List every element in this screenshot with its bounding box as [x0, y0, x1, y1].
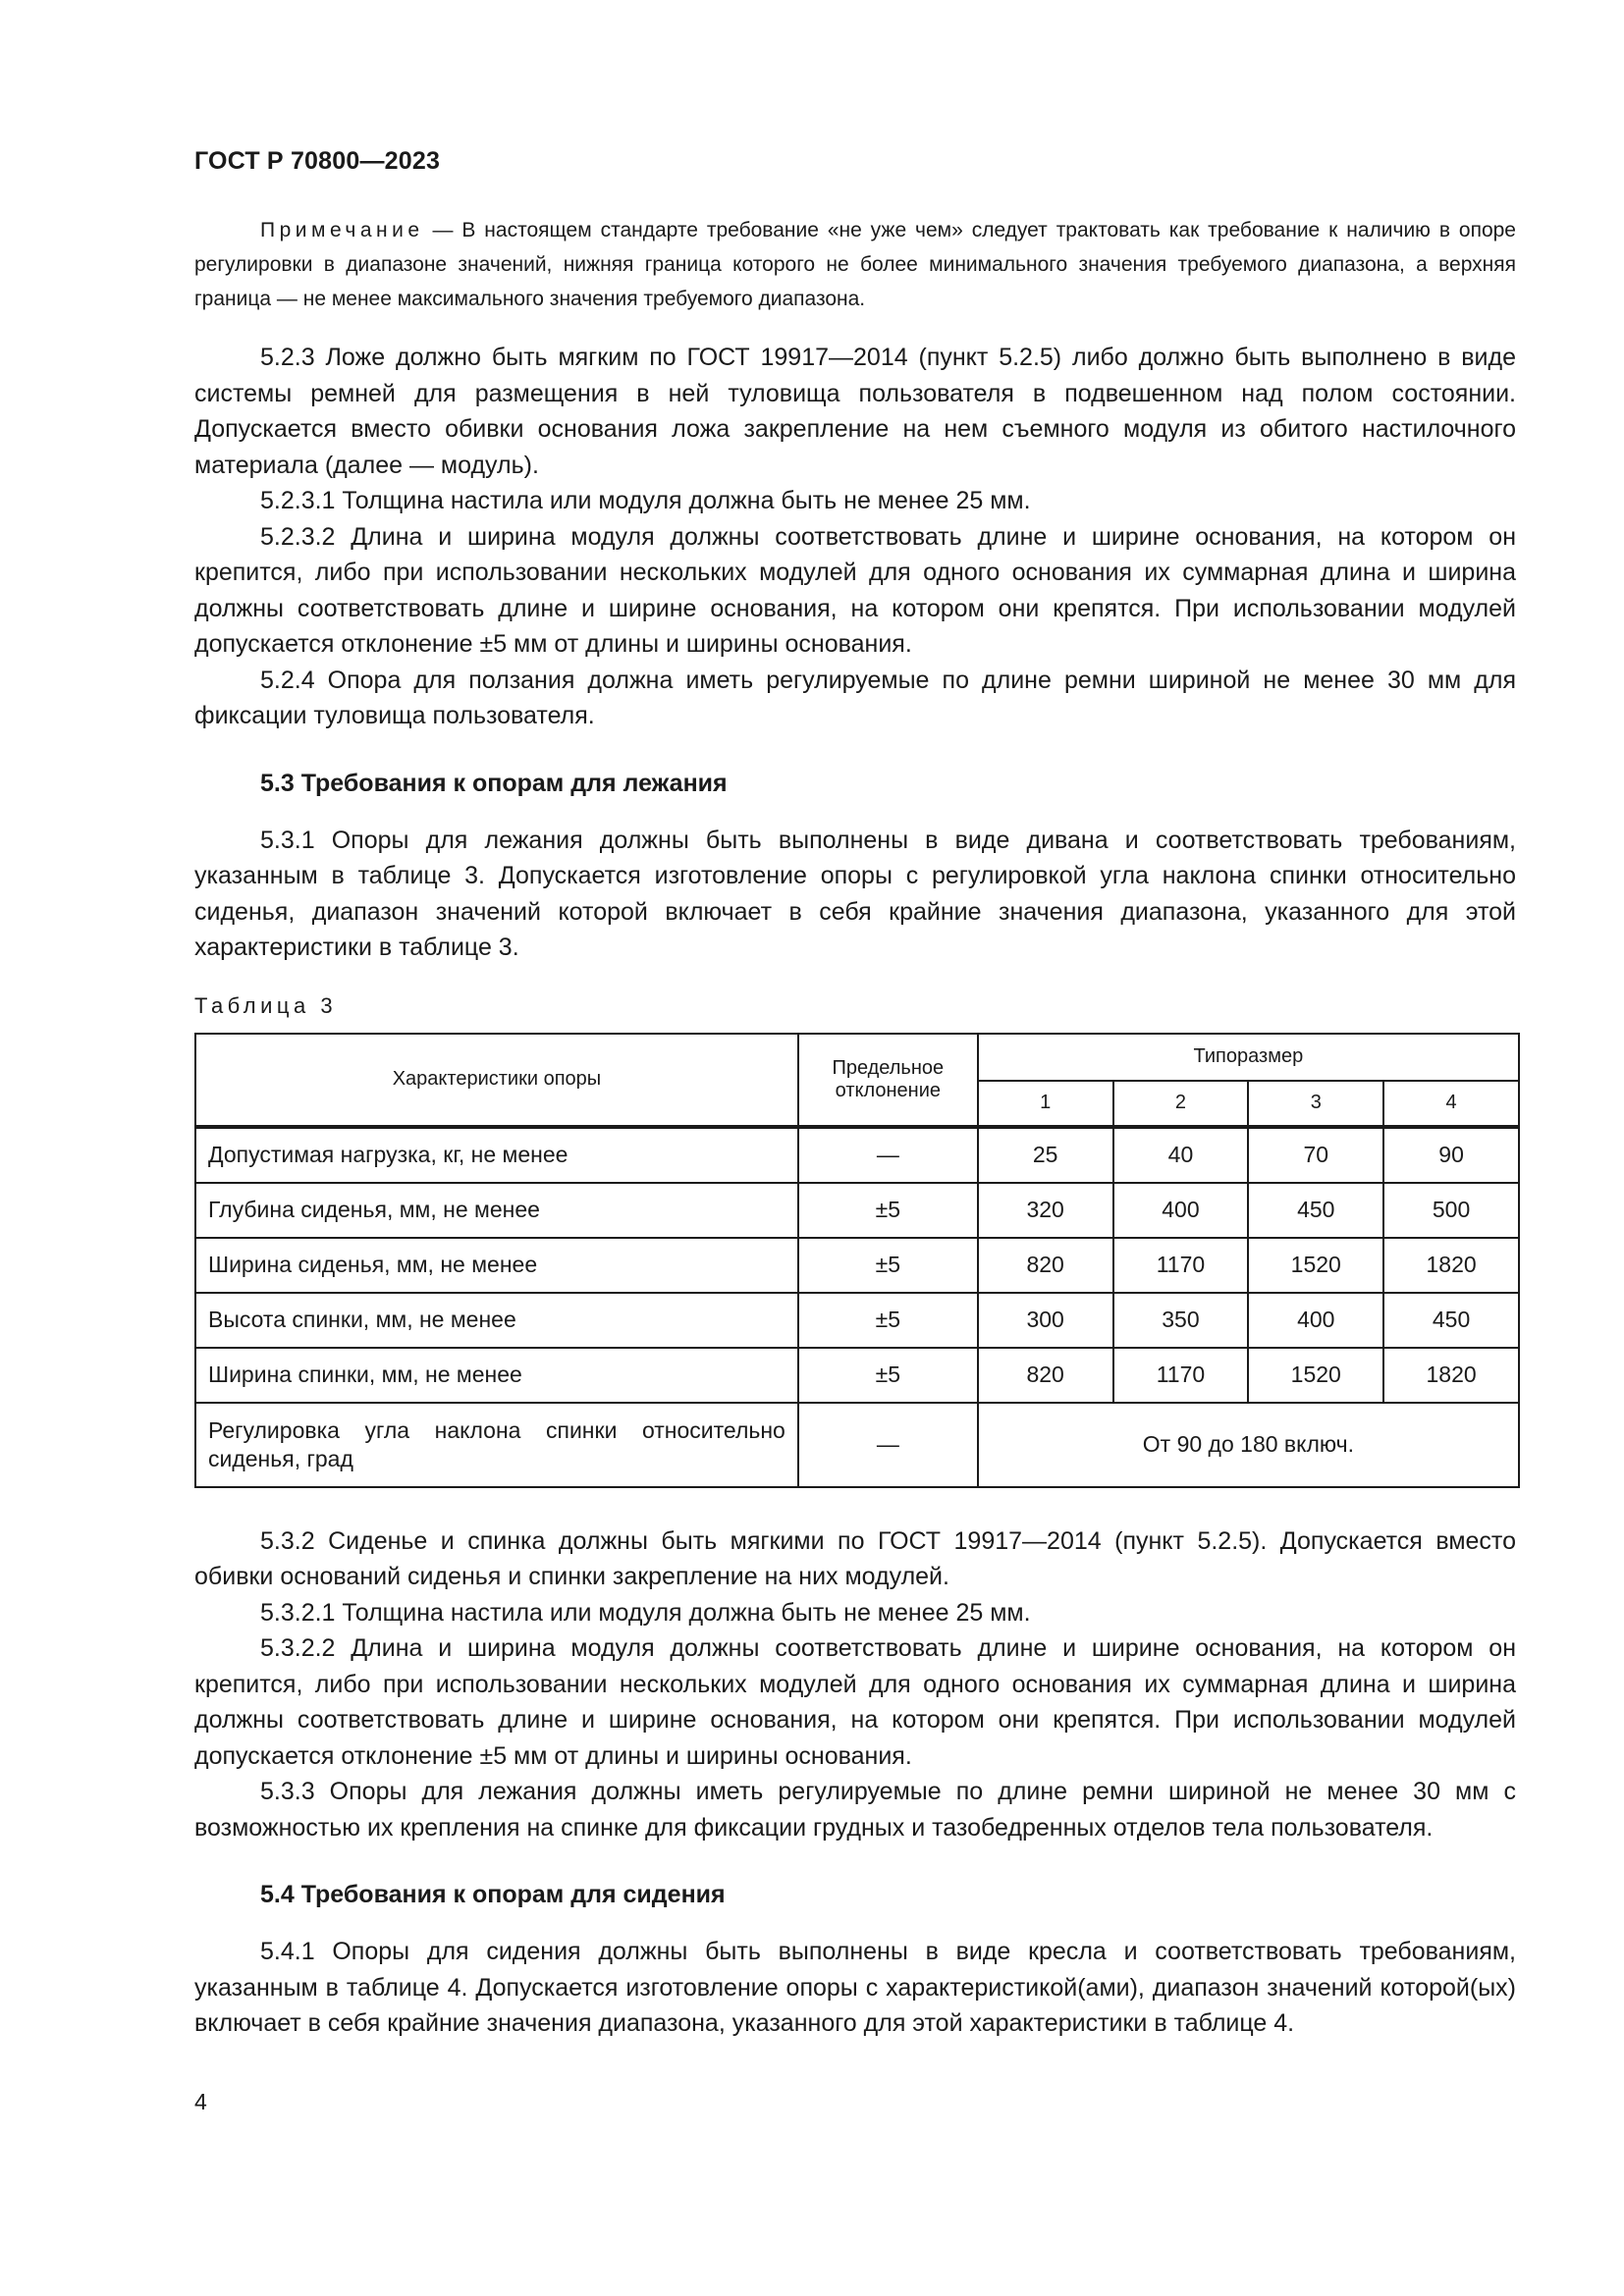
row-deviation: ±5 — [798, 1183, 978, 1238]
row-name: Допустимая нагрузка, кг, не менее — [195, 1127, 798, 1183]
row-value: 400 — [1248, 1293, 1383, 1348]
row-value: 1170 — [1113, 1348, 1249, 1403]
row-value: 450 — [1383, 1293, 1519, 1348]
row-value: 70 — [1248, 1127, 1383, 1183]
paragraph-5-2-3-1: 5.2.3.1 Толщина настила или модуля должна быть не менее 25 мм. — [260, 487, 1031, 514]
section-5-4-title: 5.4 Требования к опорам для сидения — [260, 1881, 726, 1908]
row-deviation: ±5 — [798, 1348, 978, 1403]
paragraph-5-3-3: 5.3.3 Опоры для лежания должны иметь регулируемые по длине ремни шириной не менее 30 мм с возможностью их крепления на спинке для фиксации грудных и тазобедренных отделов тела пользователя. — [194, 1778, 1516, 1842]
row-name: Регулировка угла наклона спинки относительно сиденья, град — [195, 1403, 798, 1487]
paragraph-5-3-2: 5.3.2 Сиденье и спинка должны быть мягкими по ГОСТ 19917—2014 (пункт 5.2.5). Допускается вместо обивки оснований сиденья и спинки закрепление на них модулей. — [194, 1526, 1516, 1590]
document-header: ГОСТ Р 70800—2023 — [194, 147, 441, 175]
note-text: — В настоящем стандарте требование «не уже чем» следует трактовать как требование к наличию в опоре регулировки в диапазоне значений, нижняя граница которого не более минимального значения требуемого диапазона, а верхняя граница — не менее максимального значения требуемого диапазона. — [194, 219, 1516, 310]
row-name: Глубина сиденья, мм, не менее — [195, 1183, 798, 1238]
row-deviation: ±5 — [798, 1238, 978, 1293]
row-name: Ширина спинки, мм, не менее — [195, 1348, 798, 1403]
row-value: 1520 — [1248, 1238, 1383, 1293]
row-value: 820 — [978, 1348, 1113, 1403]
table-row — [195, 1127, 1519, 1183]
paragraph-5-3-2-2: 5.3.2.2 Длина и ширина модуля должны соответствовать длине и ширине основания, на котором он крепится, либо при использовании нескольких модулей для одного основания их суммарная длина и ширина должны соответствовать длине и ширине основания, на котором они крепятся. При использовании модулей допускается отклонение ±5 мм от длины и ширины основания. — [194, 1634, 1516, 1770]
document-page — [194, 147, 1516, 2042]
header-size-4: 4 — [1383, 1081, 1519, 1127]
row-value-merged: От 90 до 180 включ. — [978, 1403, 1519, 1487]
row-name: Ширина сиденья, мм, не менее — [195, 1238, 798, 1293]
row-value: 320 — [978, 1183, 1113, 1238]
table-row — [195, 1293, 1519, 1348]
table-3 — [194, 1033, 1520, 1488]
header-deviation: Предельное отклонение — [798, 1034, 978, 1127]
paragraph-5-4-1: 5.4.1 Опоры для сидения должны быть выполнены в виде кресла и соответствовать требованиям, указанным в таблице 4. Допускается изготовление опоры с характеристикой(ами), диапазон значений которой(ых) включает в себя крайние значения диапазона, указанного для этой характеристики в таблице 4. — [194, 1938, 1516, 2037]
table-row — [195, 1183, 1519, 1238]
row-value: 1820 — [1383, 1238, 1519, 1293]
table-row — [195, 1348, 1519, 1403]
paragraph-5-3-1: 5.3.1 Опоры для лежания должны быть выполнены в виде дивана и соответствовать требованиям, указанным в таблице 3. Допускается изготовление опоры с регулировкой угла наклона спинки относительно сиденья, диапазон значений которой включает в себя крайние значения диапазона, указанного для этой характеристики в таблице 3. — [194, 826, 1516, 961]
header-size-3: 3 — [1248, 1081, 1383, 1127]
row-value: 300 — [978, 1293, 1113, 1348]
paragraph-5-2-3-2: 5.2.3.2 Длина и ширина модуля должны соответствовать длине и ширине основания, на котором он крепится, либо при использовании нескольких модулей для одного основания их суммарная длина и ширина должны соответствовать длине и ширине основания, на котором они крепятся. При использовании модулей допускается отклонение ±5 мм от длины и ширины основания. — [194, 522, 1516, 658]
header-size-2: 2 — [1113, 1081, 1249, 1127]
table-row — [195, 1403, 1519, 1487]
row-value: 1170 — [1113, 1238, 1249, 1293]
row-name: Высота спинки, мм, не менее — [195, 1293, 798, 1348]
row-value: 500 — [1383, 1183, 1519, 1238]
row-value: 40 — [1113, 1127, 1249, 1183]
table-row — [195, 1238, 1519, 1293]
paragraph-5-2-3: 5.2.3 Ложе должно быть мягким по ГОСТ 19917—2014 (пункт 5.2.5) либо должно быть выполнено в виде системы ремней для размещения в ней туловища пользователя в подвешенном над полом состоянии. Допускается вместо обивки основания ложа закрепление на нем съемного модуля из обитого настилочного материала (далее — модуль). — [194, 344, 1516, 479]
note-label: Примечание — [260, 219, 424, 241]
row-value: 820 — [978, 1238, 1113, 1293]
row-value: 1820 — [1383, 1348, 1519, 1403]
row-value: 25 — [978, 1127, 1113, 1183]
row-value: 400 — [1113, 1183, 1249, 1238]
row-value: 90 — [1383, 1127, 1519, 1183]
row-value: 1520 — [1248, 1348, 1383, 1403]
header-characteristic: Характеристики опоры — [195, 1034, 798, 1127]
header-size-1: 1 — [978, 1081, 1113, 1127]
row-deviation: ±5 — [798, 1293, 978, 1348]
row-value: 350 — [1113, 1293, 1249, 1348]
row-value: 450 — [1248, 1183, 1383, 1238]
paragraph-5-2-4: 5.2.4 Опора для ползания должна иметь регулируемые по длине ремни шириной не менее 30 мм для фиксации туловища пользователя. — [194, 666, 1516, 729]
note-paragraph — [194, 213, 1516, 316]
paragraph-5-3-2-1: 5.3.2.1 Толщина настила или модуля должна быть не менее 25 мм. — [260, 1598, 1031, 1627]
page-number: 4 — [194, 2089, 207, 2114]
table-3-caption: Таблица 3 — [194, 992, 338, 1018]
section-5-3-title: 5.3 Требования к опорам для лежания — [260, 769, 728, 797]
row-deviation: — — [798, 1127, 978, 1183]
row-deviation: — — [798, 1403, 978, 1487]
header-size-group: Типоразмер — [978, 1034, 1519, 1081]
